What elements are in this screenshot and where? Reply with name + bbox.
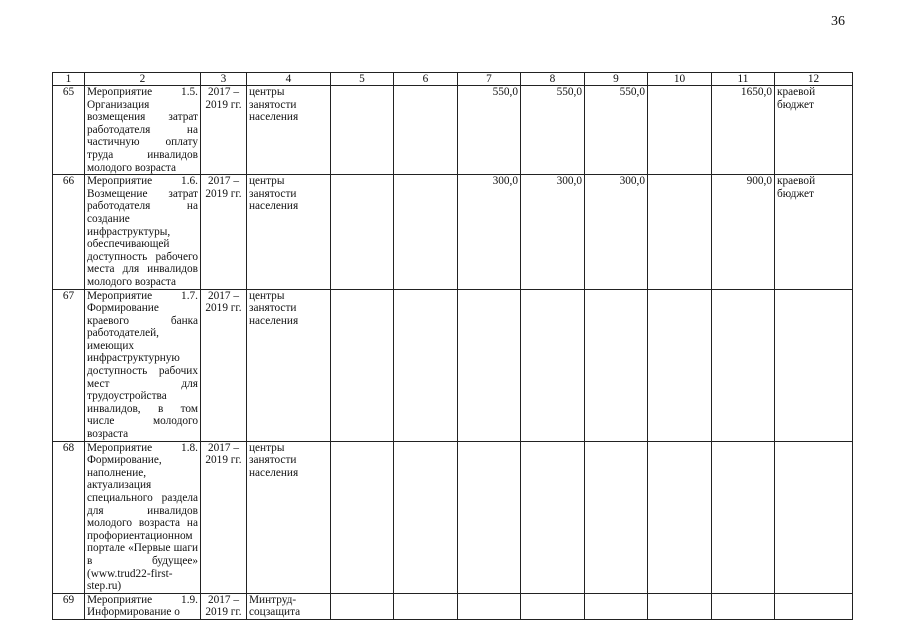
cell-col6 xyxy=(394,175,458,289)
cell-col10 xyxy=(648,289,712,441)
cell-col6 xyxy=(394,593,458,619)
executor-cell: центры занятости населения xyxy=(247,289,331,441)
cell-col9 xyxy=(585,441,648,593)
col-header-11: 11 xyxy=(712,73,775,86)
period-cell: 2017 – 2019 гг. xyxy=(201,289,247,441)
table-row xyxy=(53,86,853,175)
row-number: 67 xyxy=(53,289,85,441)
funding-source-cell xyxy=(775,289,853,441)
cell-col11-total xyxy=(712,593,775,619)
col-header-3: 3 xyxy=(201,73,247,86)
cell-col10 xyxy=(648,175,712,289)
cell-col11-total xyxy=(712,289,775,441)
period-cell: 2017 – 2019 гг. xyxy=(201,441,247,593)
cell-col5 xyxy=(331,175,394,289)
col-header-10: 10 xyxy=(648,73,712,86)
cell-col8 xyxy=(521,441,585,593)
period-cell: 2017 – 2019 гг. xyxy=(201,86,247,175)
executor-cell: центры занятости населения xyxy=(247,175,331,289)
cell-col5 xyxy=(331,86,394,175)
activity-description: Мероприятие 1.6. Возмещение затрат работодателя на создание инфраструктуры, обеспечивающей доступность рабочего места для инвалидов молодого возраста xyxy=(85,175,201,289)
cell-col11-total: 1650,0 xyxy=(712,86,775,175)
cell-col8: 550,0 xyxy=(521,86,585,175)
col-header-12: 12 xyxy=(775,73,853,86)
cell-col5 xyxy=(331,441,394,593)
col-header-5: 5 xyxy=(331,73,394,86)
table-row xyxy=(53,289,853,441)
cell-col11-total xyxy=(712,441,775,593)
cell-col7: 300,0 xyxy=(458,175,521,289)
cell-col7 xyxy=(458,289,521,441)
funding-source-cell: краевой бюджет xyxy=(775,86,853,175)
cell-col5 xyxy=(331,289,394,441)
activity-description: Мероприятие 1.7. Формирование краевого банка работодателей, имеющих инфраструктурную доступность рабочих мест для трудоустройства инвалидов, в том числе молодого возраста xyxy=(85,289,201,441)
cell-col8: 300,0 xyxy=(521,175,585,289)
cell-col6 xyxy=(394,441,458,593)
cell-col9 xyxy=(585,593,648,619)
funding-source-cell xyxy=(775,441,853,593)
table-row xyxy=(53,441,853,593)
col-header-9: 9 xyxy=(585,73,648,86)
funding-source-cell xyxy=(775,593,853,619)
cell-col7 xyxy=(458,593,521,619)
row-number: 69 xyxy=(53,593,85,619)
cell-col10 xyxy=(648,593,712,619)
cell-col11-total: 900,0 xyxy=(712,175,775,289)
cell-col8 xyxy=(521,593,585,619)
cell-col10 xyxy=(648,86,712,175)
activity-description: Мероприятие 1.9. Информирование о xyxy=(85,593,201,619)
row-number: 66 xyxy=(53,175,85,289)
cell-col9 xyxy=(585,289,648,441)
col-header-7: 7 xyxy=(458,73,521,86)
cell-col7: 550,0 xyxy=(458,86,521,175)
program-table xyxy=(52,72,853,620)
cell-col6 xyxy=(394,86,458,175)
table-row xyxy=(53,593,853,619)
row-number: 68 xyxy=(53,441,85,593)
cell-col10 xyxy=(648,441,712,593)
executor-cell: Минтруд-соцзащита xyxy=(247,593,331,619)
col-header-4: 4 xyxy=(247,73,331,86)
page-number: 36 xyxy=(831,14,845,29)
cell-col6 xyxy=(394,289,458,441)
row-number: 65 xyxy=(53,86,85,175)
cell-col9: 300,0 xyxy=(585,175,648,289)
cell-col5 xyxy=(331,593,394,619)
table-row xyxy=(53,175,853,289)
col-header-6: 6 xyxy=(394,73,458,86)
period-cell: 2017 – 2019 гг. xyxy=(201,593,247,619)
header-row xyxy=(53,73,853,86)
funding-source-cell: краевой бюджет xyxy=(775,175,853,289)
activity-description: Мероприятие 1.8. Формирование, наполнение, актуализация специального раздела для инвалидов молодого возраста на профориентационном портале «Первые шаги в будущее» (www.trud22-first-step.ru) xyxy=(85,441,201,593)
cell-col7 xyxy=(458,441,521,593)
col-header-8: 8 xyxy=(521,73,585,86)
activity-description: Мероприятие 1.5. Организация возмещения затрат работодателя на частичную оплату труда инвалидов молодого возраста xyxy=(85,86,201,175)
col-header-1: 1 xyxy=(53,73,85,86)
executor-cell: центры занятости населения xyxy=(247,86,331,175)
executor-cell: центры занятости населения xyxy=(247,441,331,593)
col-header-2: 2 xyxy=(85,73,201,86)
cell-col8 xyxy=(521,289,585,441)
period-cell: 2017 – 2019 гг. xyxy=(201,175,247,289)
cell-col9: 550,0 xyxy=(585,86,648,175)
